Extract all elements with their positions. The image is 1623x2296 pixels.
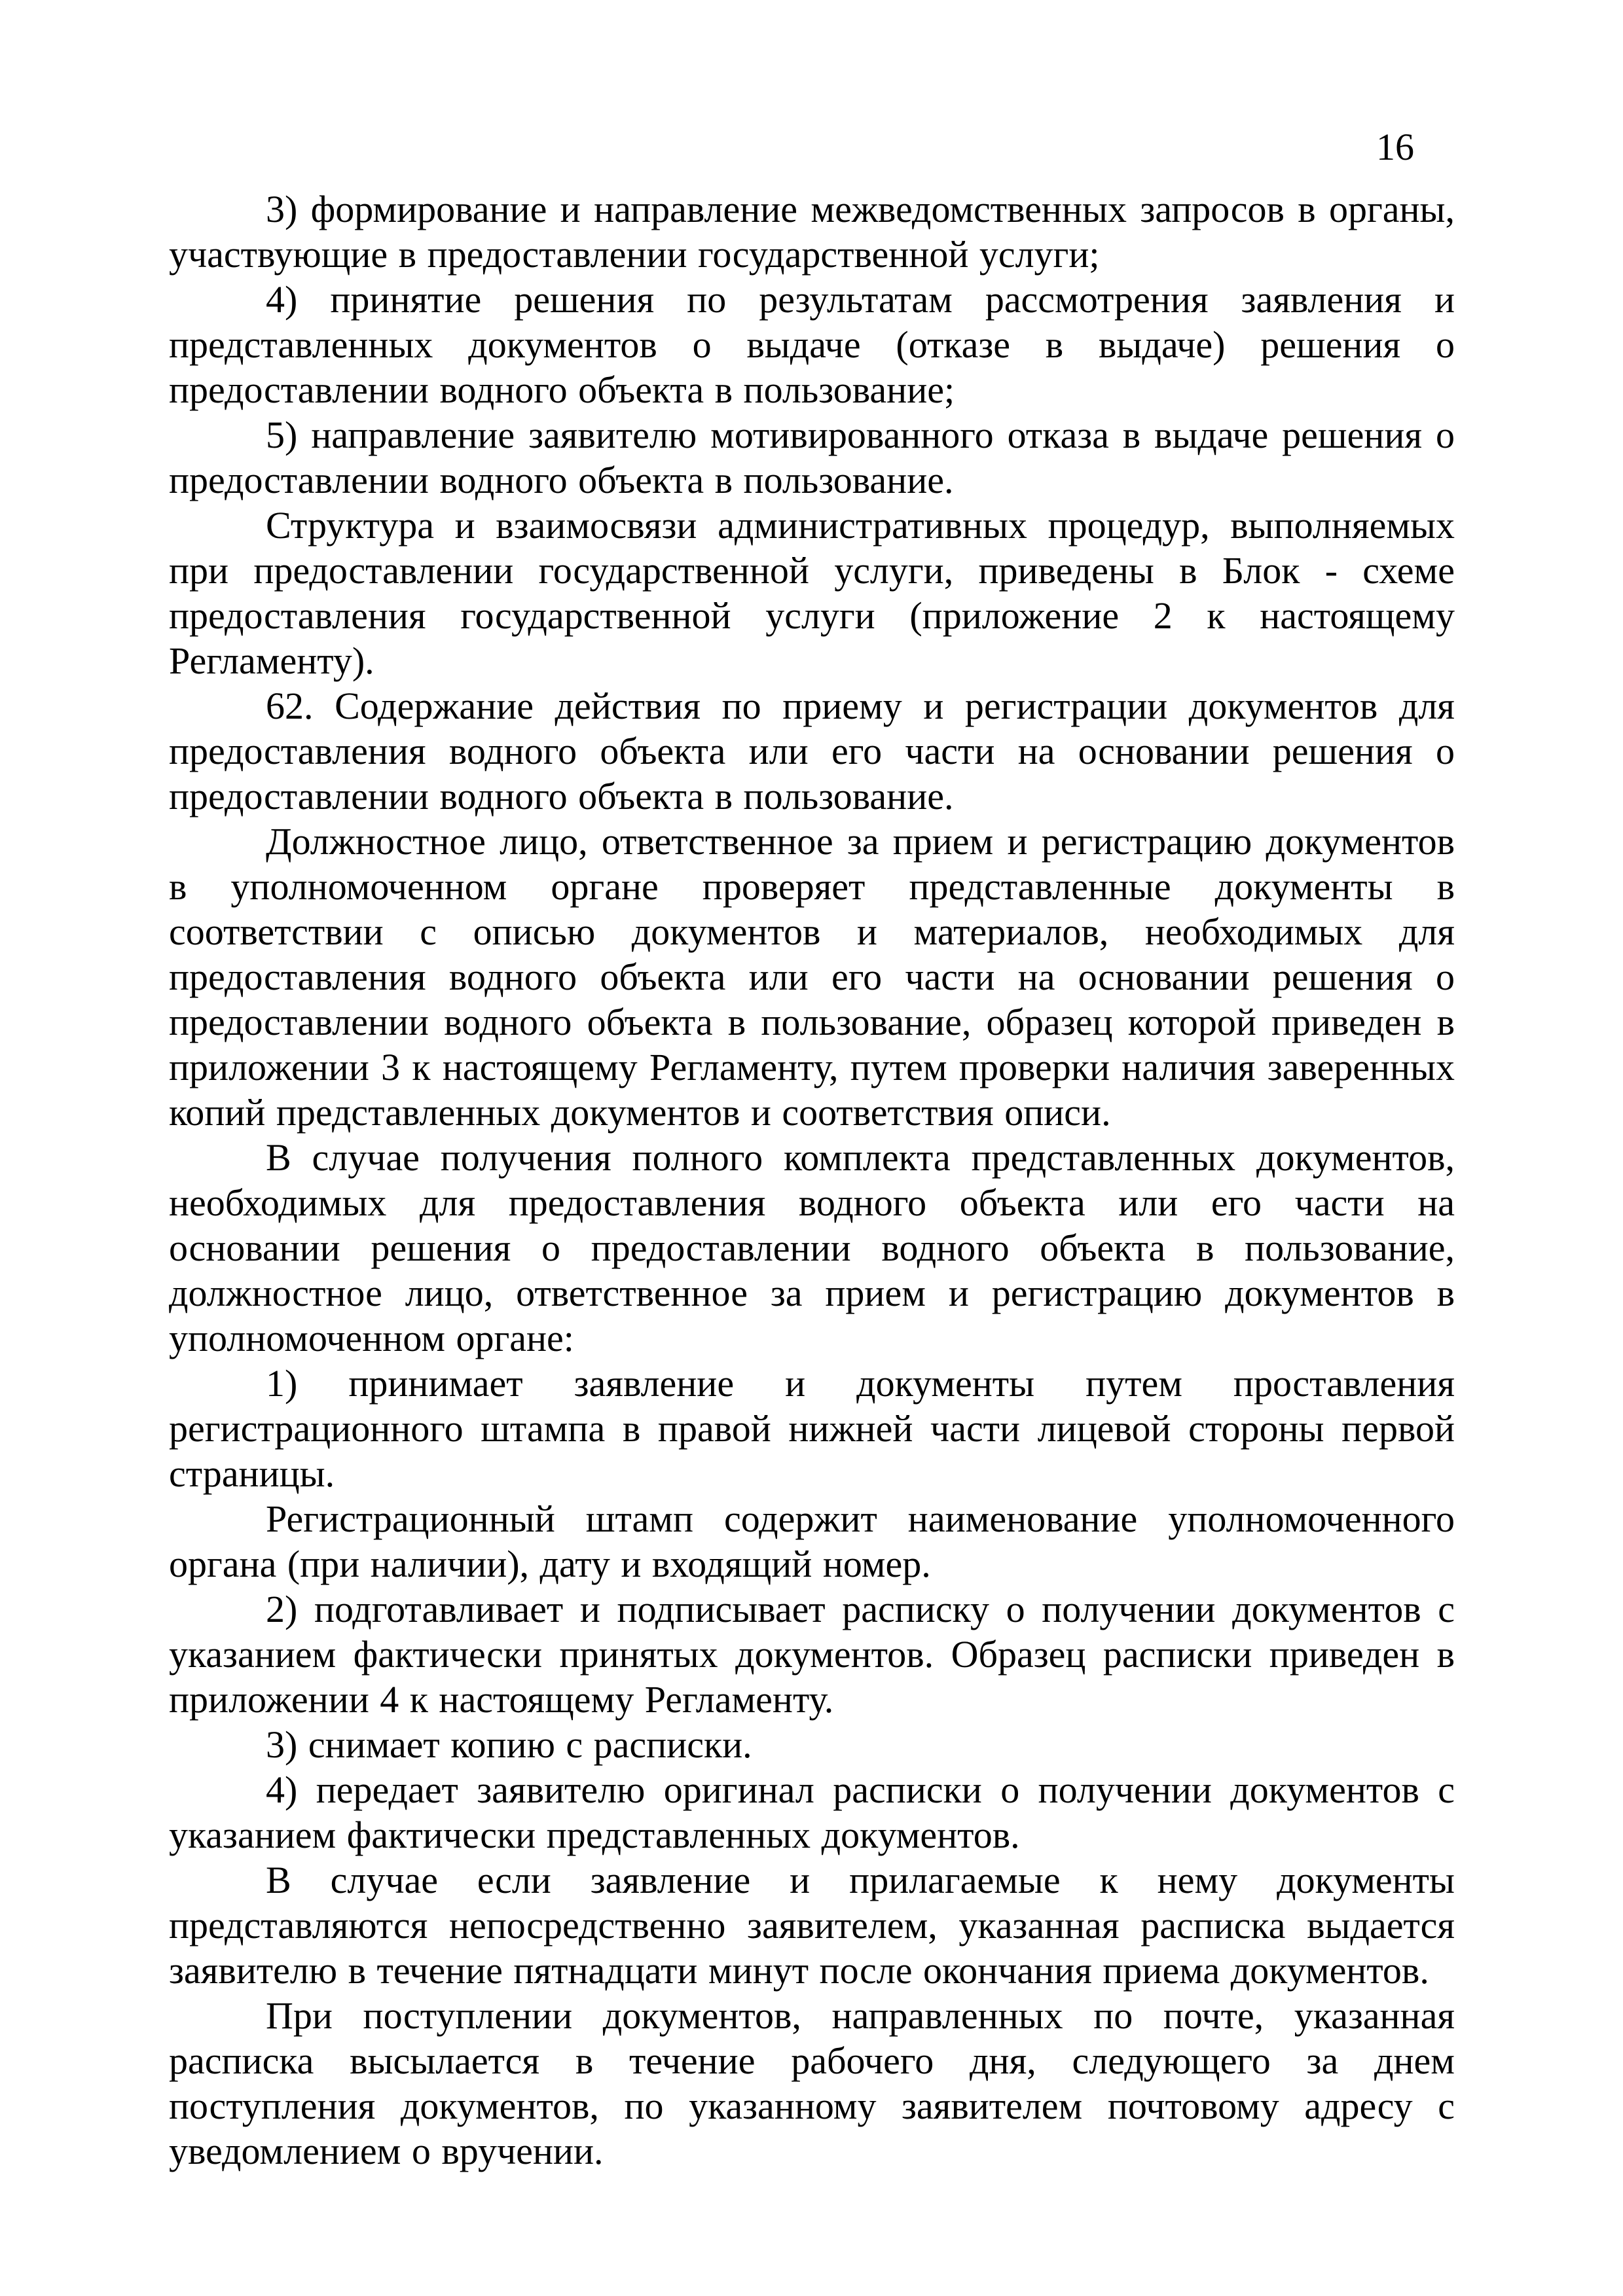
paragraph: 62. Содержание действия по приему и регистрации документов для предоставления водного объекта или его части на основании решения о предоставлении водного объекта в пользование. xyxy=(169,685,1455,817)
paragraph: Структура и взаимосвязи административных процедур, выполняемых при предоставлении государственной услуги, приведены в Блок - схеме предоставления государственной услуги (приложение 2 к настоящему Регламенту). xyxy=(169,504,1455,682)
paragraph: 2) подготавливает и подписывает расписку о получении документов с указанием фактически принятых документов. Образец расписки приведен в приложении 4 к настоящему Регламенту. xyxy=(169,1588,1455,1721)
paragraph: При поступлении документов, направленных по почте, указанная расписка высылается в течение рабочего дня, следующего за днем поступления документов, по указанному заявителем почтовому адресу с уведомлением о вручении. xyxy=(169,1994,1455,2172)
paragraph: 5) направление заявителю мотивированного отказа в выдаче решения о предоставлении водного объекта в пользование. xyxy=(169,414,1455,501)
document-body xyxy=(169,187,1455,2174)
paragraph: Должностное лицо, ответственное за прием и регистрацию документов в уполномоченном органе проверяет представленные документы в соответствии с описью документов и материалов, необходимых для предоставления водного объекта или его части на основании решения о предоставлении водного объекта в пользование, образец которой приведен в приложении 3 к настоящему Регламенту, путем проверки наличия заверенных копий представленных документов и соответствия описи. xyxy=(169,820,1455,1134)
page-content xyxy=(169,124,1455,2174)
paragraph: 1) принимает заявление и документы путем проставления регистрационного штампа в правой нижней части лицевой стороны первой страницы. xyxy=(169,1362,1455,1495)
paragraph: 3) снимает копию с расписки. xyxy=(266,1723,752,1766)
page-number: 16 xyxy=(1376,126,1414,168)
paragraph: 4) передает заявителю оригинал расписки о получении документов с указанием фактически представленных документов. xyxy=(169,1768,1455,1856)
paragraph: В случае получения полного комплекта представленных документов, необходимых для предоставления водного объекта или его части на основании решения о предоставлении водного объекта в пользование, должностное лицо, ответственное за прием и регистрацию документов в уполномоченном органе: xyxy=(169,1136,1455,1359)
paragraph: 4) принятие решения по результатам рассмотрения заявления и представленных документов о выдаче (отказе в выдаче) решения о предоставлении водного объекта в пользование; xyxy=(169,278,1455,411)
paragraph: 3) формирование и направление межведомственных запросов в органы, участвующие в предоставлении государственной услуги; xyxy=(169,188,1455,276)
paragraph: Регистрационный штамп содержит наименование уполномоченного органа (при наличии), дату и входящий номер. xyxy=(169,1498,1455,1585)
paragraph: В случае если заявление и прилагаемые к нему документы представляются непосредственно заявителем, указанная расписка выдается заявителю в течение пятнадцати минут после окончания приема документов. xyxy=(169,1859,1455,1992)
